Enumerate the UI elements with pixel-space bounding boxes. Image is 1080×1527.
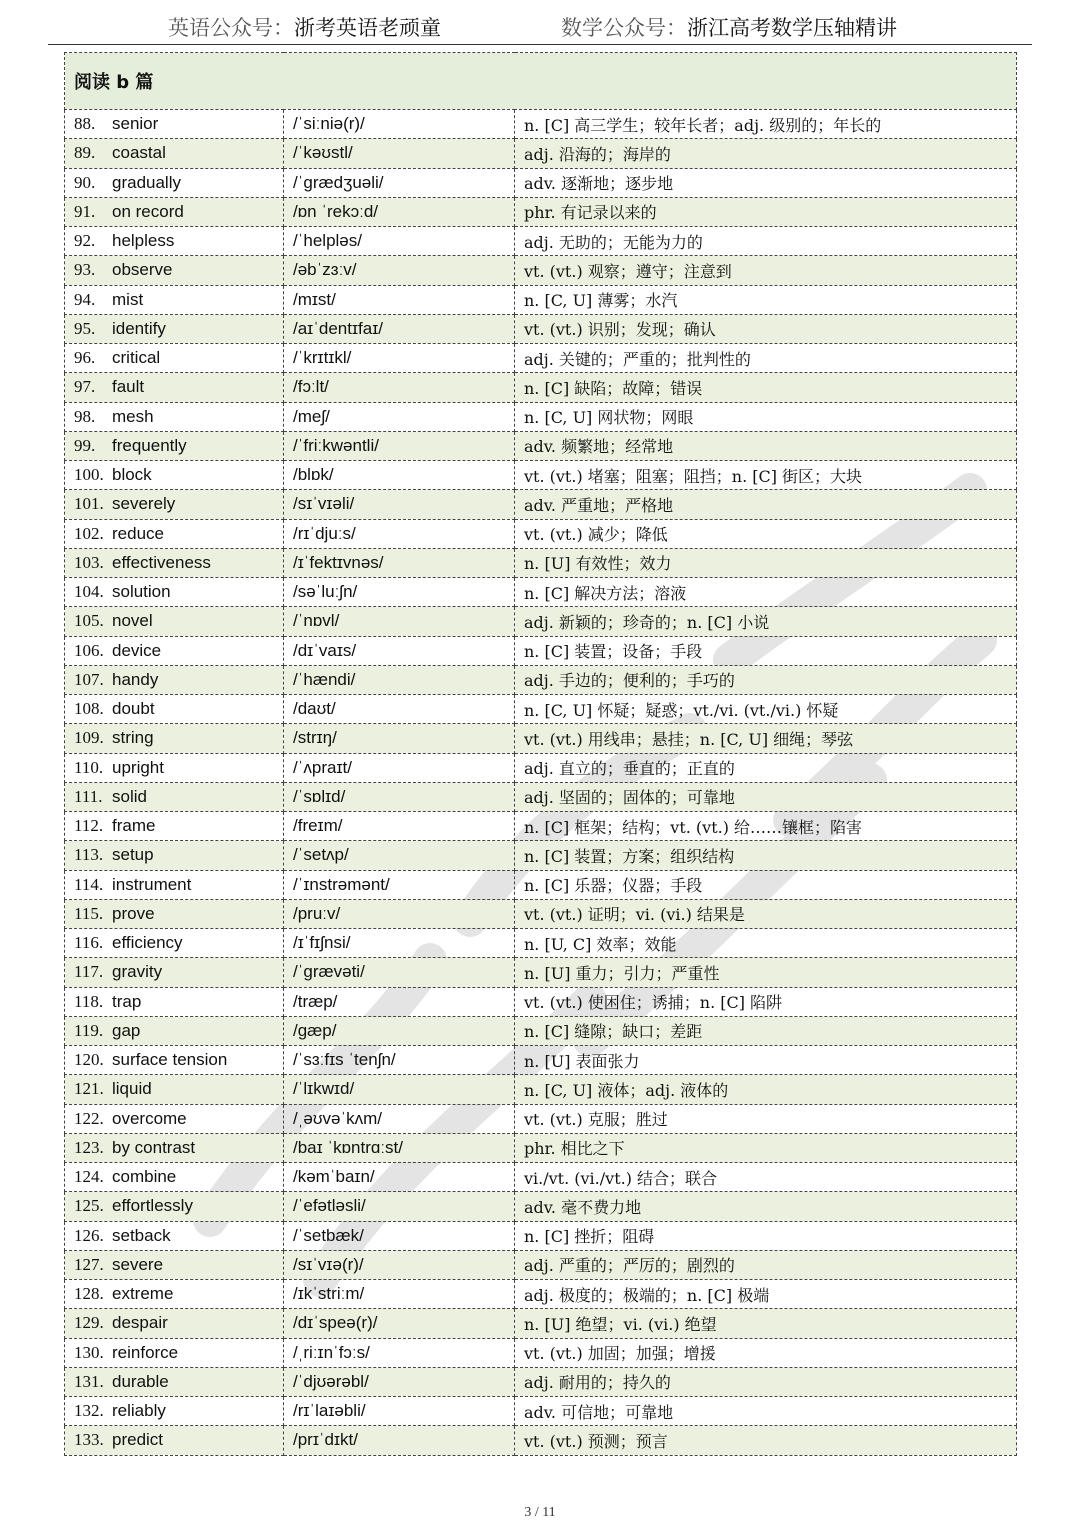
phonetic: /prɪˈdɪkt/ [284, 1426, 515, 1455]
meaning: vi./vt. (vi./vt.) 结合；联合 [515, 1163, 1017, 1192]
word: despair [112, 1313, 168, 1333]
meaning: adj. 关键的；严重的；批判性的 [515, 344, 1017, 373]
phonetic: /pruːv/ [284, 899, 515, 928]
meaning: n. [C] 缺陷；故障；错误 [515, 373, 1017, 402]
row-number: 120. [74, 1050, 104, 1070]
phonetic: /ˈɡrævəti/ [284, 958, 515, 987]
phonetic: /rɪˈlaɪəbli/ [284, 1397, 515, 1426]
vocab-row [65, 958, 1017, 987]
word: mesh [112, 406, 154, 426]
row-number: 97. [74, 377, 96, 397]
phonetic: /ɪˈfektɪvnəs/ [284, 548, 515, 577]
row-number: 101. [74, 494, 104, 514]
vocab-row [65, 490, 1017, 519]
meaning: n. [C] 挫折；阻碍 [515, 1221, 1017, 1250]
word: liquid [112, 1079, 152, 1099]
meaning: n. [C, U] 网状物；网眼 [515, 402, 1017, 431]
word: coastal [112, 143, 166, 163]
row-number: 122. [74, 1108, 104, 1128]
vocab-row [65, 1338, 1017, 1367]
row-number: 129. [74, 1313, 104, 1333]
vocab-row [65, 1163, 1017, 1192]
meaning: phr. 相比之下 [515, 1133, 1017, 1162]
row-number: 99. [74, 435, 96, 455]
vocab-row [65, 256, 1017, 285]
word-cell [65, 753, 284, 782]
vocab-row [65, 110, 1017, 139]
row-number: 114. [74, 874, 104, 894]
word-cell [65, 1280, 284, 1309]
phonetic: /ˈnɒvl/ [284, 607, 515, 636]
word: extreme [112, 1284, 174, 1304]
word-cell [65, 724, 284, 753]
vocab-row [65, 1367, 1017, 1396]
word: identify [112, 318, 166, 338]
word: string [112, 728, 154, 748]
phonetic: /sɪˈvɪə(r)/ [284, 1250, 515, 1279]
phonetic: /strɪŋ/ [284, 724, 515, 753]
word-cell [65, 1367, 284, 1396]
vocab-row [65, 782, 1017, 811]
word: efficiency [112, 933, 183, 953]
meaning: vt. (vt.) 预测；预言 [515, 1426, 1017, 1455]
word-cell [65, 1221, 284, 1250]
meaning: adj. 极度的；极端的；n. [C] 极端 [515, 1280, 1017, 1309]
vocab-row [65, 519, 1017, 548]
word-cell [65, 899, 284, 928]
word-cell [65, 256, 284, 285]
word: gap [112, 1020, 141, 1040]
phonetic: /ˈfriːkwəntli/ [284, 431, 515, 460]
meaning: vt. (vt.) 使困住；诱捕；n. [C] 陷阱 [515, 987, 1017, 1016]
word: frame [112, 816, 156, 836]
meaning: n. [C] 解决方法；溶液 [515, 578, 1017, 607]
meaning: adv. 严重地；严格地 [515, 490, 1017, 519]
word-cell [65, 1163, 284, 1192]
word: block [112, 465, 152, 485]
row-number: 98. [74, 406, 96, 426]
row-number: 111. [74, 786, 103, 806]
phonetic: /əbˈzɜːv/ [284, 256, 515, 285]
vocab-row [65, 841, 1017, 870]
row-number: 112. [74, 816, 104, 836]
meaning: vt. (vt.) 识别；发现；确认 [515, 314, 1017, 343]
word-cell [65, 168, 284, 197]
vocab-row [65, 1133, 1017, 1162]
row-number: 128. [74, 1284, 104, 1304]
row-number: 96. [74, 348, 96, 368]
phonetic: /ˈɪnstrəmənt/ [284, 870, 515, 899]
row-number: 118. [74, 991, 104, 1011]
phonetic: /ɒn ˈrekɔːd/ [284, 197, 515, 226]
row-number: 124. [74, 1167, 104, 1187]
phonetic: /aɪˈdentɪfaɪ/ [284, 314, 515, 343]
phonetic: /ˌəʊvəˈkʌm/ [284, 1104, 515, 1133]
vocab-row [65, 607, 1017, 636]
vocab-row [65, 1250, 1017, 1279]
phonetic: /daʊt/ [284, 695, 515, 724]
phonetic: /ˈʌpraɪt/ [284, 753, 515, 782]
phonetic: /ˈefətləsli/ [284, 1192, 515, 1221]
meaning: adj. 新颖的；珍奇的；n. [C] 小说 [515, 607, 1017, 636]
phonetic: /ˈsiːniə(r)/ [284, 110, 515, 139]
word: device [112, 640, 162, 660]
phonetic: /dɪˈvaɪs/ [284, 636, 515, 665]
row-number: 116. [74, 933, 104, 953]
vocab-row [65, 1280, 1017, 1309]
phonetic: /dɪˈspeə(r)/ [284, 1309, 515, 1338]
row-number: 104. [74, 582, 104, 602]
vocab-row [65, 373, 1017, 402]
word: trap [112, 991, 142, 1011]
vocab-row [65, 1016, 1017, 1045]
phonetic: /səˈluːʃn/ [284, 578, 515, 607]
word-cell [65, 139, 284, 168]
word: durable [112, 1371, 169, 1391]
phonetic: /ˈhelpləs/ [284, 227, 515, 256]
phonetic: /ˈɡrædʒuəli/ [284, 168, 515, 197]
phonetic: /rɪˈdjuːs/ [284, 519, 515, 548]
row-number: 109. [74, 728, 104, 748]
section-title: 阅读 b 篇 [65, 53, 1017, 110]
meaning: adv. 可信地；可靠地 [515, 1397, 1017, 1426]
english-account: 英语公众号：浙考英语老顽童 [168, 16, 441, 40]
meaning: vt. (vt.) 堵塞；阻塞；阻挡；n. [C] 街区；大块 [515, 461, 1017, 490]
word: solution [112, 582, 171, 602]
row-number: 90. [74, 172, 96, 192]
meaning: n. [C] 缝隙；缺口；差距 [515, 1016, 1017, 1045]
meaning: n. [C] 框架；结构；vt. (vt.) 给……镶框；陷害 [515, 812, 1017, 841]
meaning: n. [U] 有效性；效力 [515, 548, 1017, 577]
word: effectiveness [112, 552, 211, 572]
vocab-row [65, 899, 1017, 928]
word: combine [112, 1167, 177, 1187]
phonetic: /ˈlɪkwɪd/ [284, 1075, 515, 1104]
phonetic: /ˈsetbæk/ [284, 1221, 515, 1250]
meaning: adv. 频繁地；经常地 [515, 431, 1017, 460]
page-number: 3 / 11 [524, 1505, 556, 1520]
word: by contrast [112, 1137, 196, 1157]
word-cell [65, 929, 284, 958]
word-cell [65, 578, 284, 607]
word: severely [112, 494, 176, 514]
word-cell [65, 665, 284, 694]
vocab-row [65, 1075, 1017, 1104]
meaning: adj. 耐用的；持久的 [515, 1367, 1017, 1396]
phonetic: /ˈkəʊstl/ [284, 139, 515, 168]
row-number: 102. [74, 523, 104, 543]
phonetic: /mɪst/ [284, 285, 515, 314]
word-cell [65, 1046, 284, 1075]
phonetic: /ˈkrɪtɪkl/ [284, 344, 515, 373]
word-cell [65, 958, 284, 987]
vocab-row [65, 578, 1017, 607]
word: overcome [112, 1108, 187, 1128]
meaning: adv. 逐渐地；逐步地 [515, 168, 1017, 197]
word-cell [65, 1309, 284, 1338]
row-number: 133. [74, 1430, 104, 1450]
row-number: 88. [74, 114, 96, 134]
row-number: 126. [74, 1225, 104, 1245]
phonetic: /ˈsɒlɪd/ [284, 782, 515, 811]
meaning: adv. 毫不费力地 [515, 1192, 1017, 1221]
word-cell [65, 841, 284, 870]
meaning: n. [U] 绝望；vi. (vi.) 绝望 [515, 1309, 1017, 1338]
word: helpless [112, 231, 175, 251]
row-number: 130. [74, 1342, 104, 1362]
phonetic: /sɪˈvɪəli/ [284, 490, 515, 519]
phonetic: /ˈhændi/ [284, 665, 515, 694]
word-cell [65, 490, 284, 519]
vocab-row [65, 402, 1017, 431]
row-number: 117. [74, 962, 104, 982]
row-number: 100. [74, 465, 104, 485]
phonetic: /baɪ ˈkɒntrɑːst/ [284, 1133, 515, 1162]
vocab-row [65, 724, 1017, 753]
meaning: vt. (vt.) 观察；遵守；注意到 [515, 256, 1017, 285]
vocab-row [65, 695, 1017, 724]
word-cell [65, 1250, 284, 1279]
vocab-row [65, 139, 1017, 168]
word-cell [65, 1075, 284, 1104]
vocab-row [65, 812, 1017, 841]
row-number: 110. [74, 757, 104, 777]
vocab-row [65, 1221, 1017, 1250]
word-cell [65, 1016, 284, 1045]
word-cell [65, 1192, 284, 1221]
word: severe [112, 1254, 164, 1274]
word-cell [65, 519, 284, 548]
row-number: 94. [74, 289, 96, 309]
word: novel [112, 611, 153, 631]
row-number: 103. [74, 552, 104, 572]
meaning: adj. 无助的；无能为力的 [515, 227, 1017, 256]
row-number: 93. [74, 260, 96, 280]
row-number: 108. [74, 699, 104, 719]
phonetic: /ˈdjʊərəbl/ [284, 1367, 515, 1396]
row-number: 132. [74, 1401, 104, 1421]
word: doubt [112, 699, 155, 719]
phonetic: /træp/ [284, 987, 515, 1016]
word-cell [65, 402, 284, 431]
word: surface tension [112, 1050, 228, 1070]
vocab-row [65, 227, 1017, 256]
meaning: n. [U, C] 效率；效能 [515, 929, 1017, 958]
vocab-row [65, 344, 1017, 373]
row-number: 119. [74, 1020, 104, 1040]
row-number: 106. [74, 640, 104, 660]
word-cell [65, 227, 284, 256]
vocabulary-table [64, 52, 1017, 1456]
row-number: 131. [74, 1371, 104, 1391]
math-account: 数学公众号：浙江高考数学压轴精讲 [561, 16, 897, 40]
vocab-row [65, 461, 1017, 490]
word: on record [112, 201, 184, 221]
row-number: 125. [74, 1196, 104, 1216]
phonetic: /ɪkˈstriːm/ [284, 1280, 515, 1309]
word: fault [112, 377, 145, 397]
vocab-row [65, 314, 1017, 343]
word-cell [65, 197, 284, 226]
section-title-row [65, 53, 1017, 110]
phonetic: /ɡæp/ [284, 1016, 515, 1045]
row-number: 91. [74, 201, 96, 221]
word-cell [65, 461, 284, 490]
word-cell [65, 636, 284, 665]
row-number: 115. [74, 903, 104, 923]
word-cell [65, 1133, 284, 1162]
phonetic: /meʃ/ [284, 402, 515, 431]
phonetic: /kəmˈbaɪn/ [284, 1163, 515, 1192]
page-header [48, 0, 1032, 45]
word: critical [112, 348, 161, 368]
word: upright [112, 757, 164, 777]
row-number: 92. [74, 231, 96, 251]
meaning: n. [C, U] 液体；adj. 液体的 [515, 1075, 1017, 1104]
vocab-row [65, 753, 1017, 782]
vocab-row [65, 636, 1017, 665]
meaning: adj. 手边的；便利的；手巧的 [515, 665, 1017, 694]
word: prove [112, 903, 155, 923]
vocab-row [65, 197, 1017, 226]
word-cell [65, 870, 284, 899]
word: observe [112, 260, 173, 280]
vocab-row [65, 168, 1017, 197]
meaning: adj. 沿海的；海岸的 [515, 139, 1017, 168]
word-cell [65, 1397, 284, 1426]
word-cell [65, 695, 284, 724]
row-number: 89. [74, 143, 96, 163]
meaning: adj. 坚固的；固体的；可靠地 [515, 782, 1017, 811]
word-cell [65, 1426, 284, 1455]
word-cell [65, 548, 284, 577]
phonetic: /ɪˈfɪʃnsi/ [284, 929, 515, 958]
word: handy [112, 669, 159, 689]
word-cell [65, 1104, 284, 1133]
word: effortlessly [112, 1196, 193, 1216]
vocab-row [65, 870, 1017, 899]
vocab-row [65, 1426, 1017, 1455]
word-cell [65, 607, 284, 636]
word: reliably [112, 1401, 166, 1421]
word-cell [65, 782, 284, 811]
meaning: n. [C, U] 薄雾；水汽 [515, 285, 1017, 314]
phonetic: /ˌriːɪnˈfɔːs/ [284, 1338, 515, 1367]
phonetic: /freɪm/ [284, 812, 515, 841]
vocab-row [65, 1104, 1017, 1133]
row-number: 105. [74, 611, 104, 631]
word-cell [65, 373, 284, 402]
phonetic: /fɔːlt/ [284, 373, 515, 402]
word: predict [112, 1430, 164, 1450]
vocab-row [65, 548, 1017, 577]
row-number: 107. [74, 669, 104, 689]
word: gradually [112, 172, 181, 192]
word-cell [65, 812, 284, 841]
word-cell [65, 1338, 284, 1367]
word: solid [112, 786, 147, 806]
vocab-row [65, 431, 1017, 460]
row-number: 121. [74, 1079, 104, 1099]
row-number: 127. [74, 1254, 104, 1274]
word: reduce [112, 523, 164, 543]
meaning: phr. 有记录以来的 [515, 197, 1017, 226]
vocab-row [65, 1192, 1017, 1221]
word-cell [65, 987, 284, 1016]
meaning: adj. 严重的；严厉的；剧烈的 [515, 1250, 1017, 1279]
word: setup [112, 845, 154, 865]
meaning: vt. (vt.) 减少；降低 [515, 519, 1017, 548]
word: gravity [112, 962, 163, 982]
meaning: n. [C, U] 怀疑；疑惑；vt./vi. (vt./vi.) 怀疑 [515, 695, 1017, 724]
meaning: n. [C] 装置；设备；手段 [515, 636, 1017, 665]
word-cell [65, 431, 284, 460]
row-number: 123. [74, 1137, 104, 1157]
vocab-row [65, 1046, 1017, 1075]
vocab-row [65, 665, 1017, 694]
word: mist [112, 289, 144, 309]
word-cell [65, 344, 284, 373]
word-cell [65, 110, 284, 139]
word: reinforce [112, 1342, 179, 1362]
vocab-row [65, 987, 1017, 1016]
row-number: 113. [74, 845, 104, 865]
phonetic: /ˈsetʌp/ [284, 841, 515, 870]
word-cell [65, 314, 284, 343]
word: frequently [112, 435, 187, 455]
word: senior [112, 114, 159, 134]
vocab-row [65, 285, 1017, 314]
vocab-row [65, 1309, 1017, 1338]
meaning: vt. (vt.) 用线串；悬挂；n. [C, U] 细绳；琴弦 [515, 724, 1017, 753]
row-number: 95. [74, 318, 96, 338]
meaning: vt. (vt.) 加固；加强；增援 [515, 1338, 1017, 1367]
meaning: n. [C] 装置；方案；组织结构 [515, 841, 1017, 870]
word: instrument [112, 874, 192, 894]
vocab-row [65, 929, 1017, 958]
vocab-row [65, 1397, 1017, 1426]
phonetic: /ˈsɜːfɪs ˈtenʃn/ [284, 1046, 515, 1075]
word-cell [65, 285, 284, 314]
meaning: vt. (vt.) 克服；胜过 [515, 1104, 1017, 1133]
meaning: n. [C] 高三学生；较年长者；adj. 级别的；年长的 [515, 110, 1017, 139]
meaning: n. [C] 乐器；仪器；手段 [515, 870, 1017, 899]
word: setback [112, 1225, 171, 1245]
meaning: adj. 直立的；垂直的；正直的 [515, 753, 1017, 782]
meaning: n. [U] 表面张力 [515, 1046, 1017, 1075]
meaning: vt. (vt.) 证明；vi. (vi.) 结果是 [515, 899, 1017, 928]
phonetic: /blɒk/ [284, 461, 515, 490]
meaning: n. [U] 重力；引力；严重性 [515, 958, 1017, 987]
